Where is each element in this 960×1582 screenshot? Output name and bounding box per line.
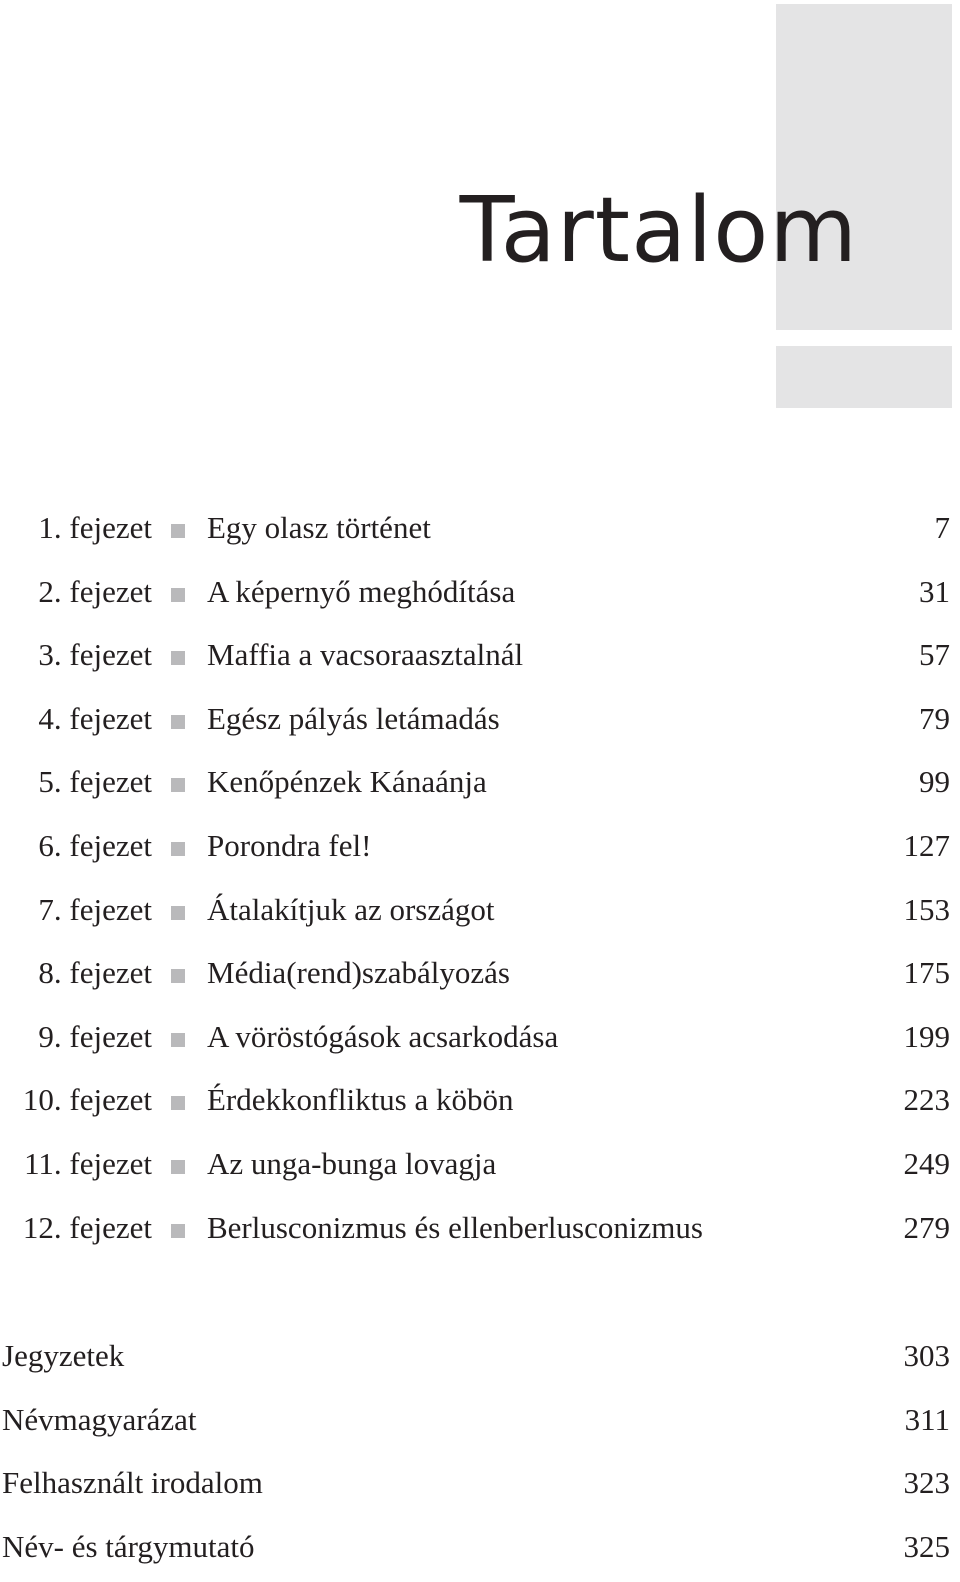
chapter-title: A vöröstógások acsarkodása — [207, 1018, 559, 1054]
chapter-number: 5. fejezet — [38, 764, 152, 800]
back-matter-title: Felhasznált irodalom — [2, 1465, 263, 1501]
chapter-title: Berlusconizmus és ellenberlusconizmus — [207, 1209, 703, 1245]
back-matter-entry[interactable] — [0, 1519, 952, 1582]
chapter-number: 8. fejezet — [38, 955, 152, 991]
page-number: 175 — [903, 955, 950, 991]
chapter-number: 6. fejezet — [38, 827, 152, 863]
square-bullet-icon — [171, 1096, 185, 1110]
back-matter-entry[interactable] — [0, 1328, 952, 1392]
square-bullet-icon — [171, 524, 185, 538]
square-bullet-icon — [171, 778, 185, 792]
page-number: 311 — [904, 1401, 950, 1437]
chapter-title: Egész pályás letámadás — [207, 700, 500, 736]
chapter-title: Kenőpénzek Kánaánja — [207, 764, 487, 800]
chapter-title: Átalakítjuk az országot — [207, 891, 495, 927]
chapter-entry[interactable] — [0, 691, 952, 755]
chapter-entry[interactable] — [0, 1200, 952, 1264]
page-number: 279 — [903, 1209, 950, 1245]
square-bullet-icon — [171, 1160, 185, 1174]
back-matter-title: Név- és tárgymutató — [2, 1528, 255, 1564]
chapter-title: Média(rend)szabályozás — [207, 955, 510, 991]
chapter-entry[interactable] — [0, 754, 952, 818]
chapter-number: 11. fejezet — [24, 1145, 152, 1181]
chapter-entry[interactable] — [0, 945, 952, 1009]
square-bullet-icon — [171, 1224, 185, 1238]
page-number: 57 — [919, 637, 950, 673]
chapter-number: 9. fejezet — [38, 1018, 152, 1054]
square-bullet-icon — [171, 842, 185, 856]
chapter-number: 10. fejezet — [22, 1082, 152, 1118]
chapter-title: Az unga-bunga lovagja — [207, 1145, 497, 1181]
chapter-title: Maffia a vacsoraasztalnál — [207, 637, 524, 673]
chapter-title: Porondra fel! — [207, 827, 372, 863]
chapter-number: 7. fejezet — [38, 891, 152, 927]
chapter-entry[interactable] — [0, 1136, 952, 1200]
chapter-title: Egy olasz történet — [207, 510, 431, 545]
chapter-title: Érdekkonfliktus a köbön — [207, 1082, 514, 1118]
square-bullet-icon — [171, 715, 185, 729]
chapter-entry[interactable] — [0, 1009, 952, 1073]
square-bullet-icon — [171, 906, 185, 920]
page-number: 79 — [919, 700, 950, 736]
chapter-entry[interactable] — [0, 818, 952, 882]
square-bullet-icon — [171, 588, 185, 602]
page-number: 127 — [903, 827, 950, 863]
decorative-gray-block-bottom — [776, 346, 952, 408]
back-matter-entry[interactable] — [0, 1392, 952, 1456]
page-number: 323 — [903, 1465, 950, 1501]
page-number: 325 — [903, 1528, 950, 1564]
page-title: Tartalom — [459, 178, 858, 283]
chapter-entry[interactable] — [0, 500, 952, 564]
chapter-number: 4. fejezet — [38, 700, 152, 736]
chapter-list — [0, 500, 952, 1263]
page-number: 199 — [903, 1018, 950, 1054]
chapter-number: 3. fejezet — [38, 637, 152, 673]
square-bullet-icon — [171, 1033, 185, 1047]
square-bullet-icon — [171, 969, 185, 983]
back-matter-title: Névmagyarázat — [2, 1401, 197, 1437]
page-number: 303 — [903, 1338, 950, 1373]
square-bullet-icon — [171, 651, 185, 665]
chapter-entry[interactable] — [0, 882, 952, 946]
page-number: 153 — [903, 891, 950, 927]
page-number: 7 — [934, 510, 950, 545]
chapter-title: A képernyő meghódítása — [207, 573, 516, 609]
chapter-number: 1. fejezet — [38, 510, 152, 545]
back-matter-list — [0, 1328, 952, 1582]
back-matter-entry[interactable] — [0, 1455, 952, 1519]
chapter-number: 12. fejezet — [22, 1209, 152, 1245]
page-number: 99 — [919, 764, 950, 800]
chapter-entry[interactable] — [0, 627, 952, 691]
back-matter-title: Jegyzetek — [2, 1338, 125, 1373]
page-number: 223 — [903, 1082, 950, 1118]
page-number: 249 — [903, 1145, 950, 1181]
chapter-entry[interactable] — [0, 564, 952, 628]
chapter-number: 2. fejezet — [38, 573, 152, 609]
page-number: 31 — [919, 573, 950, 609]
chapter-entry[interactable] — [0, 1072, 952, 1136]
